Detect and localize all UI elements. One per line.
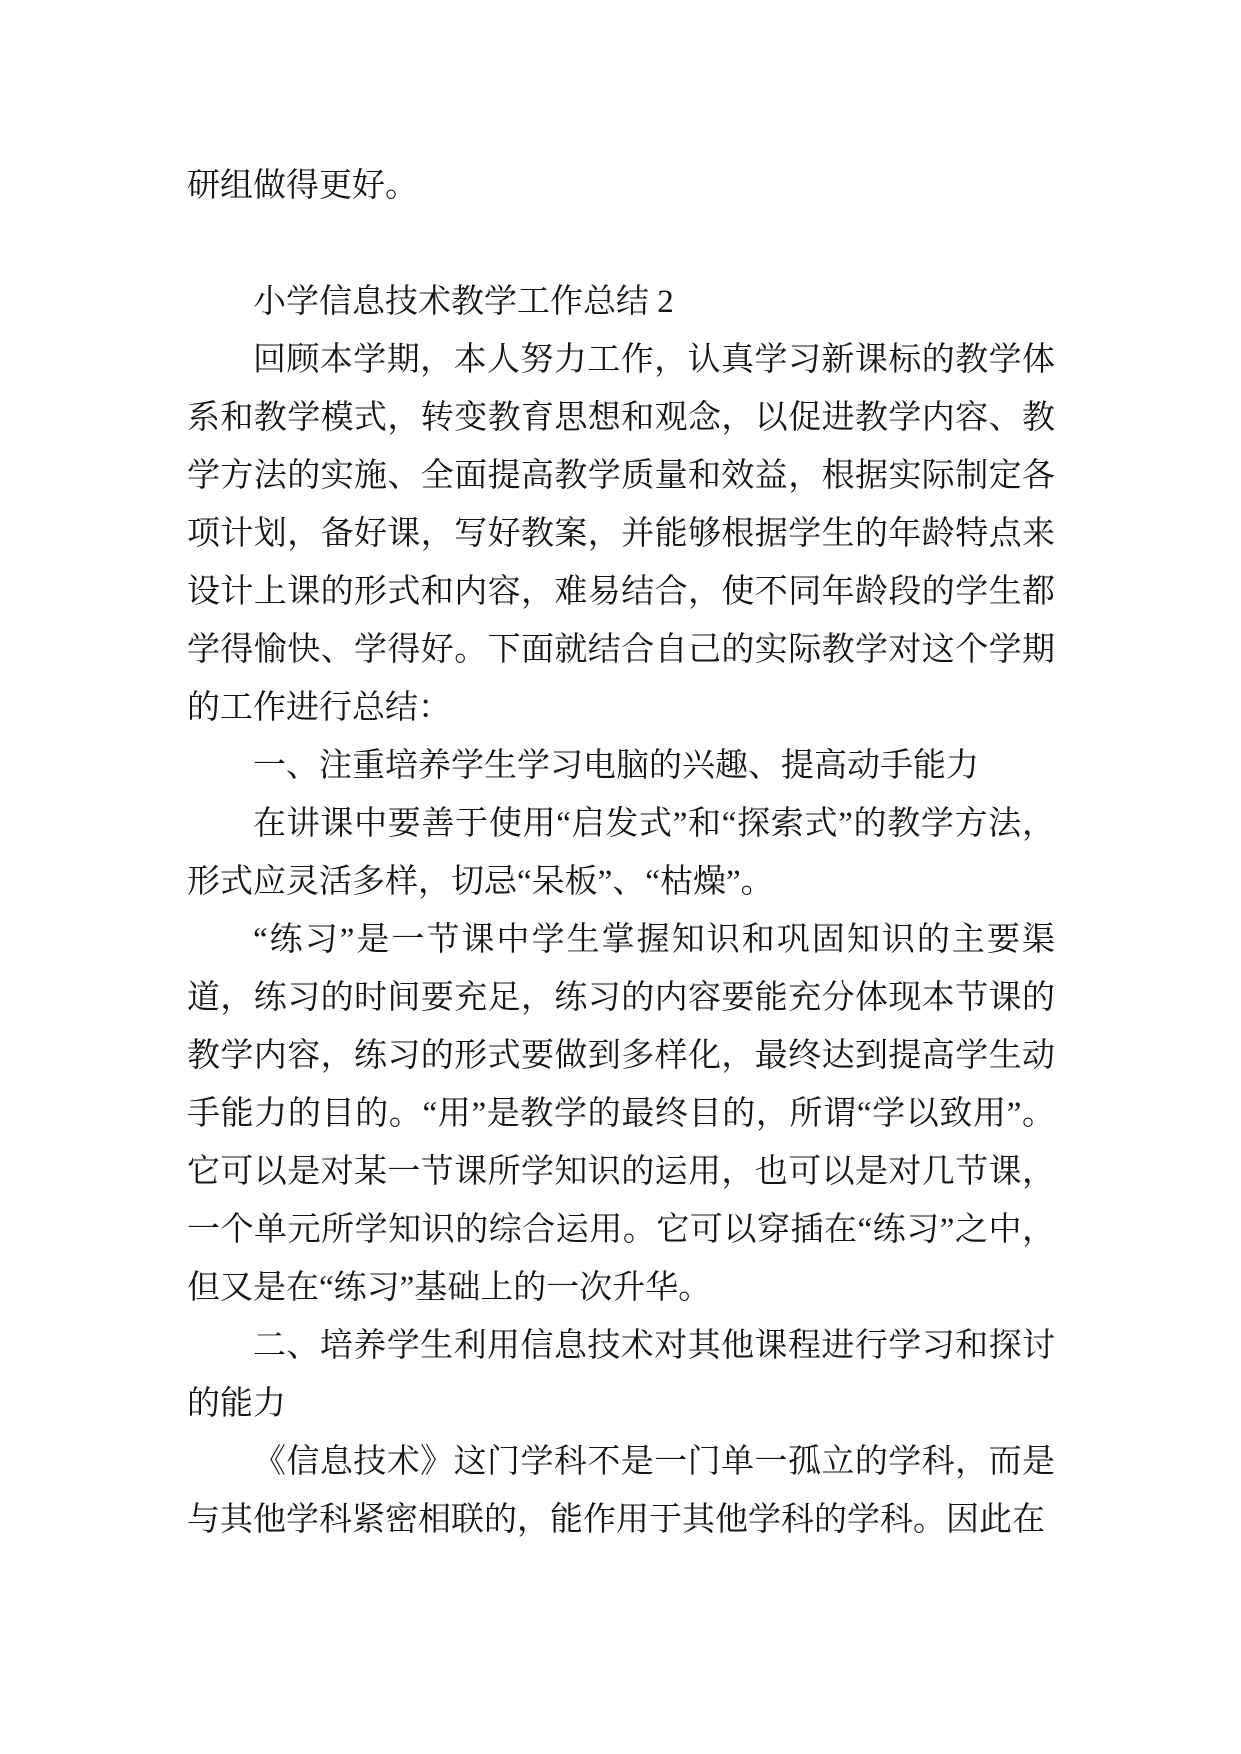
document-paragraph: “练习”是一节课中学生掌握知识和巩固知识的主要渠道，练习的时间要充足，练习的内容要能充分体现本节课的教学内容，练习的形式要做到多样化，最终达到提高学生动手能力的目的。“用”是教学的最终目的，所谓“学以致用”。它可以是对某一节课所学知识的运用，也可以是对几节课，一个单元所学知识的综合运用。它可以穿插在“练习”之中，但又是在“练习”基础上的一次升华。 bbox=[187, 922, 1055, 1306]
document-paragraph: 在讲课中要善于使用“启发式”和“探索式”的教学方法，形式应灵活多样，切忌“呆板”、“枯燥”。 bbox=[187, 806, 1055, 900]
document-paragraph: 《信息技术》这门学科不是一门单一孤立的学科，而是与其他学科紧密相联的，能作用于其他学科的学科。因此在 bbox=[187, 1444, 1055, 1538]
document-content bbox=[187, 157, 1055, 1549]
document-paragraph: 研组做得更好。 bbox=[187, 168, 418, 204]
document-paragraph: 二、培养学生利用信息技术对其他课程进行学习和探讨的能力 bbox=[187, 1328, 1055, 1422]
document-heading: 小学信息技术教学工作总结 2 bbox=[253, 284, 674, 320]
document-paragraph: 回顾本学期，本人努力工作，认真学习新课标的教学体系和教学模式，转变教育思想和观念，以促进教学内容、教学方法的实施、全面提高教学质量和效益，根据实际制定各项计划，备好课，写好教案，并能够根据学生的年龄特点来设计上课的形式和内容，难易结合，使不同年龄段的学生都学得愉快、学得好。下面就结合自己的实际教学对这个学期的工作进行总结： bbox=[187, 342, 1055, 726]
document-paragraph: 一、注重培养学生学习电脑的兴趣、提高动手能力 bbox=[253, 748, 979, 784]
